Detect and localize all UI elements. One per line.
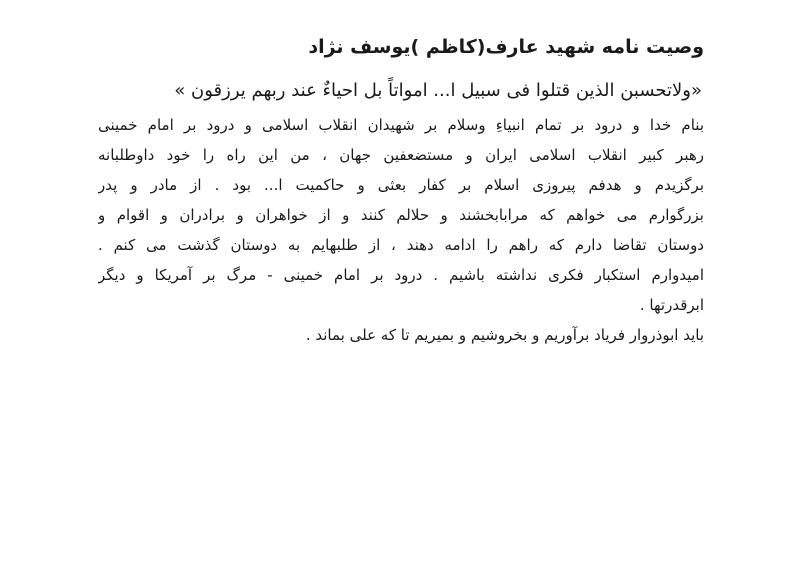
page-title: وصیت نامه شهید عارف(کاظم )یوسف نژاد	[308, 36, 704, 58]
body-line-4: بزرگوارم می خواهم که مرابابخشند و حلالم کنند و از خواهران و برادران و اقوام و	[98, 206, 704, 224]
testament-body	[98, 110, 704, 350]
body-line-2: رهبر کبیر انقلاب اسلامی ایران و مستضعفین جهان ، من این راه را خود داوطلبانه	[98, 146, 704, 164]
body-line-6: امیدوارم استکبار فکری نداشته باشیم . درود بر امام خمینی - مرگ بر آمریکا و دیگر	[98, 266, 704, 284]
body-line-1: بنام خدا و درود بر تمام انبیاءِ وسلام بر شهیدان انقلاب اسلامی و درود بر امام خمینی	[98, 116, 704, 134]
body-line-5: دوستان تقاضا دارم که راهم را ادامه دهند ، از طلبهایم به دوستان گذشت می کنم .	[98, 236, 704, 254]
quran-verse: «ولاتحسبن الذین قتلوا فی سبیل ا... امواتاً بل احیاءٌ عند ربهم یرزقون »	[174, 80, 702, 101]
body-line-7: ابرقدرتها .	[639, 296, 704, 314]
body-line-3: برگزیدم و هدفم پیروزی اسلام بر کفار بعثی و حاکمیت ا... بود . از مادر و پدر	[98, 176, 704, 194]
body-line-8: باید ابوذروار فریاد برآوریم و بخروشیم و بمیریم تا که علی بماند .	[305, 326, 704, 344]
